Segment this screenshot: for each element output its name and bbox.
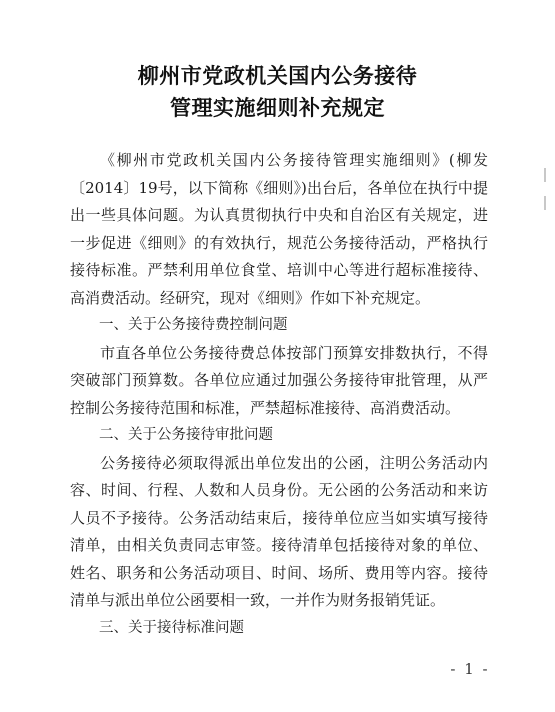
page-number: - 1 - xyxy=(450,660,490,678)
section-heading-2: 二、关于公务接待审批问题 xyxy=(99,427,273,443)
binding-edge-mark xyxy=(544,196,546,210)
section-1-paragraph: 市直各单位公务接待费总体按部门预算安排数执行，不得突破部门预算数。各单位应通过加强公务接待审批管理，从严控制公务接待范围和标准，严禁超标准接待、高消费活动。 xyxy=(70,343,488,417)
section-2-paragraph: 公务接待必须取得派出单位发出的公函，注明公务活动内容、时间、行程、人数和人员身份。无公函的公务活动和来访人员不予接待。公务活动结束后，接待单位应当如实填写接待清单，由相关负责同志审签。接待清单包括接待对象的单位、姓名、职务和公务活动项目、时间、场所、费用等内容。接待清单与派出单位公函要相一致，一并作为财务报销凭证。 xyxy=(70,453,488,609)
section-heading-3: 三、关于接待标准问题 xyxy=(99,619,244,636)
document-title-line-1: 柳州市党政机关国内公务接待 xyxy=(137,63,418,88)
document-body xyxy=(70,147,488,642)
document-title-line-2: 管理实施细则补充规定 xyxy=(170,95,385,120)
section-heading-1: 一、关于公务接待费控制问题 xyxy=(99,317,288,333)
intro-paragraph: 《柳州市党政机关国内公务接待管理实施细则》(柳发〔2014〕19号，以下简称《细则》)出台后，各单位在执行中提出一些具体问题。为认真贯彻执行中央和自治区有关规定，进一步促进《细则》的有效执行，规范公务接待活动，严格执行接待标准。严禁利用单位食堂、培训中心等进行超标准接待、高消费活动。经研究，现对《细则》作如下补充规定。 xyxy=(70,151,488,307)
binding-edge-mark xyxy=(544,168,546,182)
